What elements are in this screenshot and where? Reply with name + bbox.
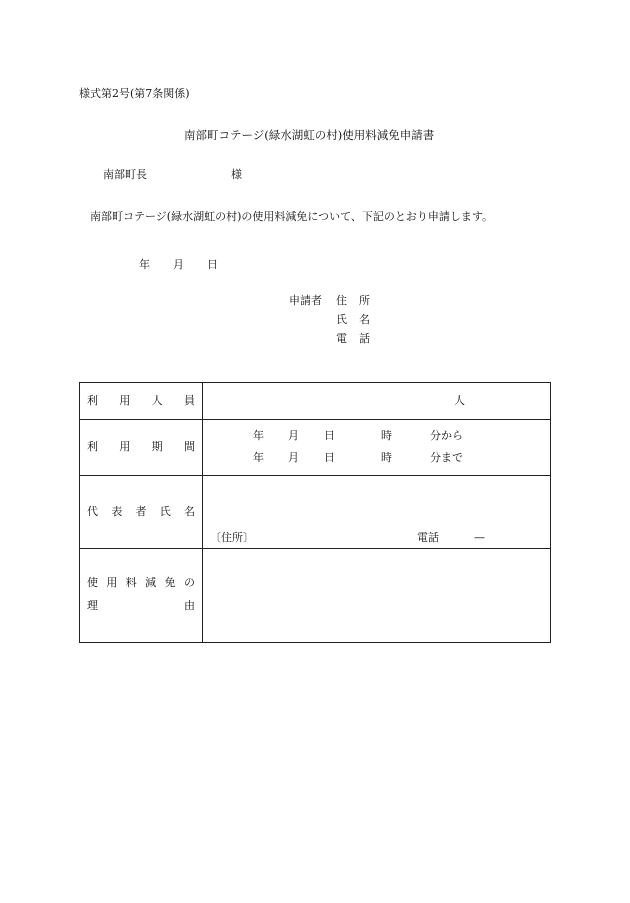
statement: 南部町コテージ(緑水湖虹の村)の使用料減免について、下記のとおり申請します。 [90, 210, 494, 223]
period-to-year: 年 [253, 451, 264, 464]
row-divider-2 [80, 475, 550, 476]
applicant-name-label: 氏 名 [336, 313, 370, 326]
period-label: 利 用 期 間 [87, 440, 195, 453]
period-from-year: 年 [253, 429, 264, 442]
representative-address-label: 〔住所〕 [210, 531, 254, 544]
form-number: 様式第2号(第7条関係) [79, 87, 190, 100]
row-divider-3 [80, 548, 550, 549]
period-from-day: 日 [324, 429, 335, 442]
period-to-month: 月 [288, 451, 299, 464]
period-to-day: 日 [324, 451, 335, 464]
users-unit: 人 [454, 394, 465, 407]
addressee-name: 南部町長 [103, 168, 147, 181]
period-to-hour: 時 [381, 451, 392, 464]
row-divider-1 [80, 419, 550, 420]
period-from-minute: 分から [430, 429, 463, 442]
addressee-honorific: 様 [231, 168, 242, 181]
applicant-label: 申請者 [289, 294, 322, 307]
page-title: 南部町コテージ(緑水湖虹の村)使用料減免申請書 [184, 128, 435, 142]
representative-label: 代 表 者 氏 名 [87, 505, 195, 518]
representative-phone-separator: — [474, 531, 485, 544]
form-table [79, 382, 551, 643]
representative-phone-label: 電話 [417, 531, 439, 544]
applicant-phone-label: 電 話 [336, 332, 370, 345]
period-from-hour: 時 [381, 429, 392, 442]
date-day: 日 [207, 258, 218, 271]
date-year: 年 [139, 258, 150, 271]
period-from-month: 月 [288, 429, 299, 442]
reason-label-line2: 理 由 [87, 599, 195, 612]
reason-label-line1: 使 用 料 減 免 の [87, 576, 195, 589]
period-to-minute: 分まで [430, 451, 463, 464]
label-column-divider [202, 383, 203, 642]
applicant-address-label: 住 所 [336, 294, 370, 307]
date-month: 月 [173, 258, 184, 271]
users-label: 利 用 人 員 [87, 394, 195, 407]
